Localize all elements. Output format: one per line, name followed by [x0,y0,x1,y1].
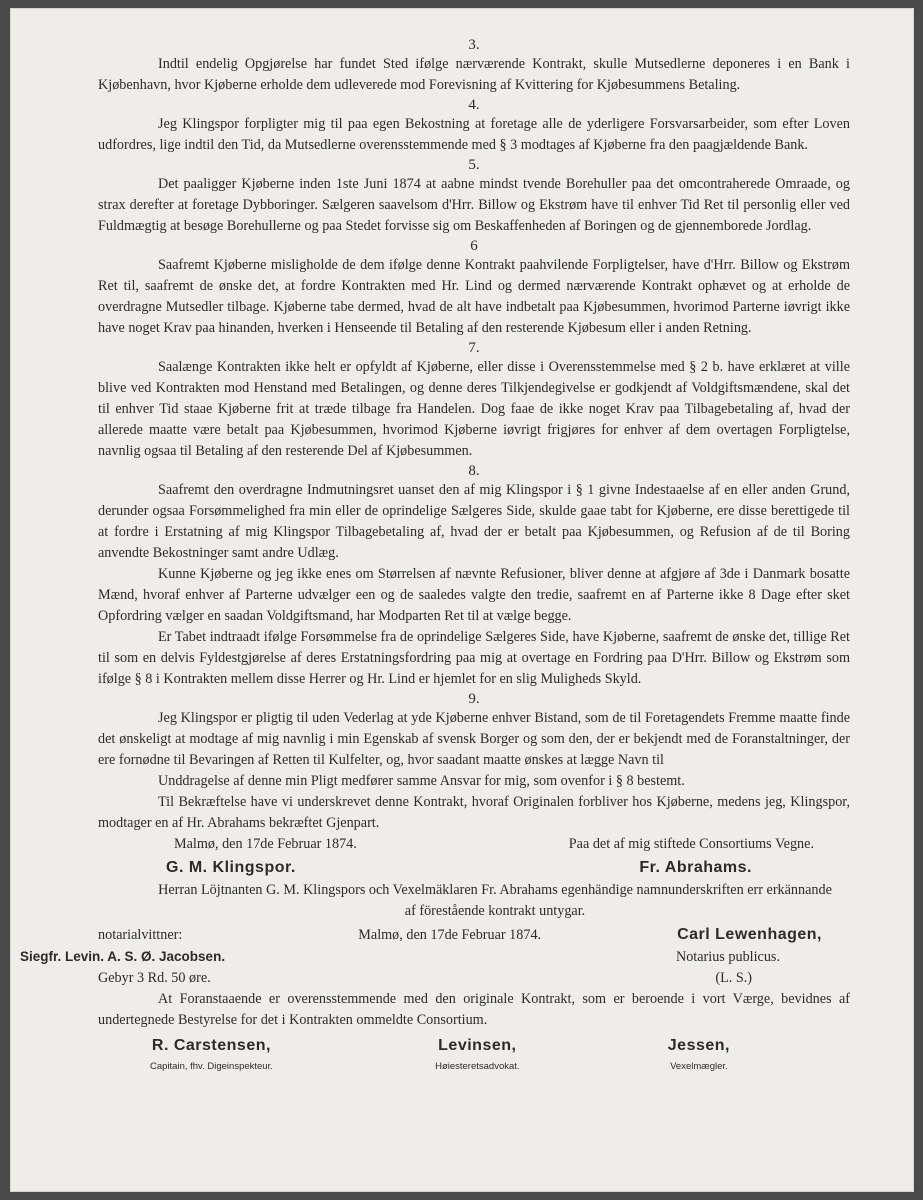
contract-text [20,36,850,1077]
paragraph: Saafremt Kjøberne misligholde de dem ifølge denne Kontrakt paahvilende Forpligtelser, have d'Hrr. Billow og Ekstrøm Ret til, saafremt de ønske det, at fordre Kontrakten med Hr. Lind og dermed nærværende Kontrakt ophævet og at erholde de overdragne Mutsedler tilbage. Kjøberne tabe dermed, hvad de alt have indbetalt paa Kjøbesummen, hvorimod Parterne iøvrigt ikke have noget Krav paa hinanden, hverken i Henseende til Betaling af den resterende Kjøbesum eller i anden Retning. [98,257,850,336]
signature-abrahams: Fr. Abrahams. [639,859,752,876]
paragraph: Saafremt den overdragne Indmutningsret uanset den af mig Klingspor i § 1 givne Indestaaelse af en eller anden Grund, derunder ogsaa Forsømmelighed fra min eller de oprindelige Sælgeres Side, skulde gaae tabt for Kjøberne, ere disse berettigede til at fordre i Erstatning af mig Klingspor Tilbagebetaling af, hvad der er betalt paa Kjøbesummen, og Refusion af de til Boring anvendte Bekostninger samt andre Udlæg. [98,482,850,561]
notary-line-3 [98,968,850,989]
section-number: 6 [470,238,478,254]
board-signatures [98,1035,850,1077]
signing-place-date: Malmø, den 17de Februar 1874. [174,836,357,852]
board-member [668,1035,730,1077]
notary-seal: (L. S.) [715,970,752,986]
board-member [435,1035,519,1077]
paragraph: Kunne Kjøberne og jeg ikke enes om Størrelsen af nævnte Refusioner, bliver denne at afgjøre af 3de i Danmark bosatte Mænd, hvoraf enhver af Parterne udvælger een og de saaledes valgte den tredie, saafremt en af Parterne ikke 8 Dage efter sket Opfordring vælger en saadan Voldgiftsmand, har Modparten Ret til at vælge begge. [98,566,850,624]
notary-line-2 [20,946,850,968]
board-member-title: Høiesteretsadvokat. [435,1061,520,1072]
witness-signatures: Siegfr. Levin. A. S. Ø. Jacobsen. [20,949,226,964]
section-number: 5. [468,157,480,173]
board-attestation: At Foranstaaende er overensstemmende med den originale Kontrakt, som er beroende i vort Værge, bevidnes af undertegnede Bestyrelse for det i Kontrakten ommeldte Consortium. [98,991,850,1028]
signatures [98,857,850,878]
board-member-name: Jessen, [667,1037,730,1054]
signature-klingspor: G. M. Klingspor. [166,859,296,876]
board-member [150,1035,273,1077]
paragraph: Er Tabet indtraadt ifølge Forsømmelse fra de oprindelige Sælgeres Side, have Kjøberne, saafremt de ønske det, tillige Ret til som en delvis Fyldestgjørelse af deres Erstatningsfordring paa mig at overtage en Fordring paa D'Hrr. Billow og Ekstrøm som ifølge § 8 i Kontrakten mellem disse Herrer og Hr. Lind er hjemlet for en slig Muligheds Skyld. [98,629,850,687]
notary-fee: Gebyr 3 Rd. 50 øre. [98,970,211,986]
section-number: 8. [468,463,480,479]
notary-attestation: Herran Löjtnanten G. M. Klingspors och Vexelmäklaren Fr. Abrahams egenhändige namnunderskriften err erkännande af förestående kontrakt untygar. [158,882,832,919]
paragraph: Indtil endelig Opgjørelse har fundet Sted ifølge nærværende Kontrakt, skulle Mutsedlerne deponeres i en Bank i Kjøbenhavn, hvor Kjøberne erholde dem udleverede mod Forevisning af Kvittering for Kjøbesummens Betaling. [98,56,850,93]
paragraph: Til Bekræftelse have vi underskrevet denne Kontrakt, hvoraf Originalen forbliver hos Kjøberne, medens jeg, Klingspor, modtager en af Hr. Abrahams bekræftet Gjenpart. [98,794,850,831]
section-number: 9. [468,691,480,707]
paragraph: Jeg Klingspor er pligtig til uden Vederlag at yde Kjøberne enhver Bistand, som de til Foretagendets Fremme maatte finde det ønskeligt at modtage af mig navnlig i min Egenskab af svensk Borger og som den, der er bekjendt med de Foranstaltninger, der ere fornødne til Bevaringen af Retten til Kulfelter, og, hvor saadant maatte ønskes at lægge Navn til [98,710,850,768]
signing-line [98,834,850,855]
notary-line-1 [98,924,850,946]
notary-signature: Carl Lewenhagen, [677,926,822,943]
board-member-title: Vexelmægler. [670,1061,728,1072]
board-member-name: Levinsen, [438,1037,517,1054]
paragraph: Jeg Klingspor forpligter mig til paa egen Bekostning at foretage alle de yderligere Forsvarsarbeider, som efter Loven udfordres, lige indtil den Tid, da Mutsedlerne overensstemmende med § 3 modtages af Kjøberne fra den paagjældende Bank. [98,116,850,153]
consortium-note: Paa det af mig stiftede Consortiums Vegne. [568,836,814,852]
document-page [10,8,914,1192]
section-number: 4. [468,97,480,113]
paragraph: Saalænge Kontrakten ikke helt er opfyldt af Kjøberne, eller disse i Overensstemmelse med § 2 b. have erklæret at ville blive ved Kontrakten mod Henstand med Betalingen, og denne deres Tilkjendegivelse er godkjendt af Voldgiftsmændene, skal det til enhver Tid staae Kjøberne frit at træde tilbage fra Handelen. Dog faae de ikke noget Krav paa Tilbagebetaling af, hvad der allerede maatte være betalt paa Kjøbesummen, hvorimod Kjøberne iøvrigt frigjøres for enhver af dem overtagen Forpligtelse, navnlig ogsaa til Betaling af den resterende Del af Kjøbesummen. [98,359,850,459]
board-member-name: R. Carstensen, [151,1037,271,1054]
section-number: 3. [468,37,480,53]
notary-place-date: Malmø, den 17de Februar 1874. [358,927,542,943]
paragraph: Det paaligger Kjøberne inden 1ste Juni 1874 at aabne mindst tvende Borehuller paa det omcontraherede Omraade, og strax derefter at foretage Dybboringer. Sælgeren saavelsom d'Hrr. Billow og Ekstrøm have til enhver Tid Ret til personlig eller ved Fuldmægtig at besøge Borehullerne og paa Stedet forvisse sig om Beskaffenheden af Boringen og de gjennemborede Jordlag. [98,176,850,234]
section-number: 7. [468,340,480,356]
board-member-title: Capitain, fhv. Digeinspekteur. [150,1061,273,1072]
witness-label: notarialvittner: [98,927,183,943]
notary-title: Notarius publicus. [675,949,780,965]
paragraph: Unddragelse af denne min Pligt medfører samme Ansvar for mig, som ovenfor i § 8 bestemt. [158,773,685,789]
